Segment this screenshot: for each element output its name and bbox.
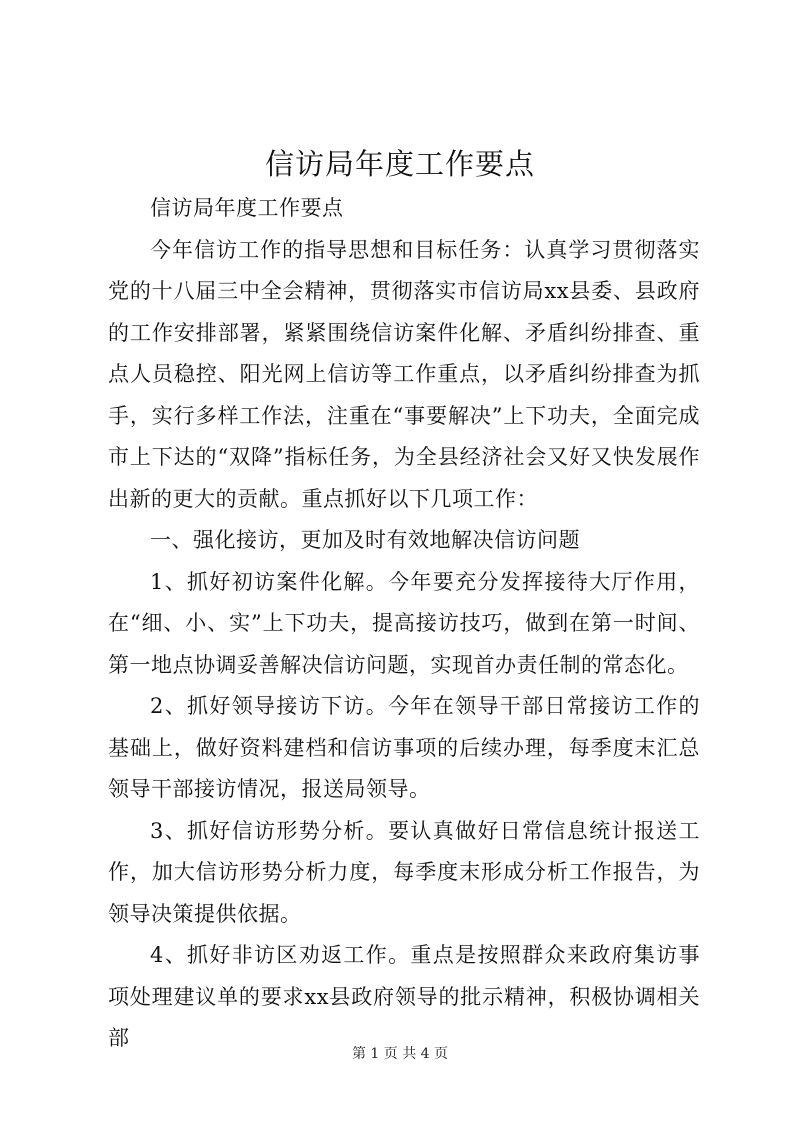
paragraph-guiding-thought: 今年信访工作的指导思想和目标任务：认真学习贯彻落实党的十八届三中全会精神，贯彻落实市信访局xx县委、县政府的工作安排部署，紧紧围绕信访案件化解、矛盾纠纷排查、重点人员稳控、阳光网上信访等工作重点，以矛盾纠纷排查为抓手，实行多样工作法，注重在“事要解决”上下功夫，全面完成市上下达的“双降”指标任务，为全县经济社会又好又快发展作出新的更大的贡献。重点抓好以下几项工作： xyxy=(108,237,700,511)
page-number-footer: 第 1 页 共 4 页 xyxy=(351,1046,449,1062)
document-body xyxy=(108,188,700,1060)
section-heading-1: 一、强化接访，更加及时有效地解决信访问题 xyxy=(150,528,580,552)
document-title: 信访局年度工作要点 xyxy=(264,147,535,181)
paragraph-subtitle: 信访局年度工作要点 xyxy=(150,196,344,220)
paragraph-item-4: 4、抓好非访区劝返工作。重点是按照群众来政府集访事项处理建议单的要求xx县政府领导的批示精神，积极协调相关部 xyxy=(108,943,700,1050)
paragraph-item-2: 2、抓好领导接访下访。今年在领导干部日常接访工作的基础上，做好资料建档和信访事项的后续办理，每季度末汇总领导干部接访情况，报送局领导。 xyxy=(108,694,700,801)
paragraph-item-1: 1、抓好初访案件化解。今年要充分发挥接待大厅作用，在“细、小、实”上下功夫，提高接访技巧，做到在第一时间、第一地点协调妥善解决信访问题，实现首办责任制的常态化。 xyxy=(108,569,700,677)
paragraph-item-3: 3、抓好信访形势分析。要认真做好日常信息统计报送工作，加大信访形势分析力度，每季度末形成分析工作报告，为领导决策提供依据。 xyxy=(108,818,700,926)
